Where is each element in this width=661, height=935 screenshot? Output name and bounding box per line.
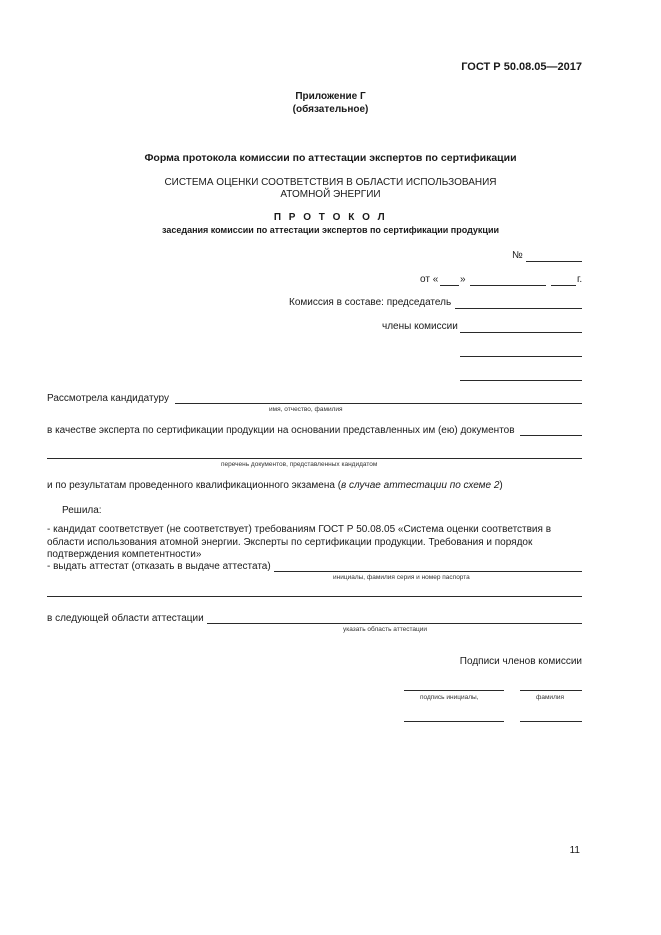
decided-label: Решила: [62, 505, 102, 516]
exam-text: и по результатам проведенного квалификационного экзамена (в случае аттестации по схеме 2) [47, 480, 503, 491]
signature-field-2[interactable] [404, 721, 504, 722]
page-number: 11 [569, 845, 580, 856]
area-field[interactable] [207, 623, 582, 624]
issue-field[interactable] [274, 571, 582, 572]
candidate-label: Рассмотрела кандидатуру [47, 393, 169, 404]
member-field-1[interactable] [460, 332, 582, 333]
exam-italic: в случае аттестации по схеме 2 [341, 480, 500, 491]
surname-field-2[interactable] [520, 721, 582, 722]
form-title: Форма протокола комиссии по аттестации экспертов по сертификации [144, 152, 517, 164]
date-day-field[interactable] [440, 285, 459, 286]
annex-title: Приложение Г [295, 91, 366, 102]
issue-caption: инициалы, фамилия серия и номер паспорта [333, 574, 470, 581]
protocol-subtitle: заседания комиссии по аттестации экспертов по сертификации продукции [161, 225, 500, 235]
documents-caption: перечень документов, представленных кандидатом [221, 461, 378, 468]
basis-field[interactable] [520, 435, 582, 436]
commission-label: Комиссия в составе: председатель [289, 297, 452, 308]
date-year-suffix: г. [577, 274, 583, 285]
number-field[interactable] [526, 261, 582, 262]
sign-caption-right: фамилия [536, 694, 565, 701]
issue-field-2[interactable] [47, 596, 582, 597]
candidate-caption: имя, отчество, фамилия [269, 406, 343, 413]
members-label: члены комиссии [382, 321, 458, 332]
signatures-label: Подписи членов комиссии [459, 656, 582, 667]
system-line-2: АТОМНОЙ ЭНЕРГИИ [280, 189, 381, 200]
decision-text: - кандидат соответствует (не соответствует) требованиям ГОСТ Р 50.08.05 «Система оценки соответствия в области использования атомной энергии. Эксперты по сертификации продукции. Требования и порядок подтверждения компетентности» [47, 524, 552, 560]
signature-field-1[interactable] [404, 690, 504, 691]
basis-label: в качестве эксперта по сертификации продукции на основании представленных им (ею) документов [47, 425, 515, 436]
annex-status: (обязательное) [292, 104, 369, 115]
date-month-field[interactable] [470, 285, 546, 286]
documents-field[interactable] [47, 458, 582, 459]
standard-code: ГОСТ Р 50.08.05—2017 [461, 61, 582, 73]
number-label: № [512, 250, 523, 261]
system-line-1: СИСТЕМА ОЦЕНКИ СООТВЕТСТВИЯ В ОБЛАСТИ ИСПОЛЬЗОВАНИЯ [164, 177, 497, 188]
candidate-field[interactable] [175, 403, 582, 404]
protocol-title: П Р О Т О К О Л [273, 212, 388, 223]
area-label: в следующей области аттестации [47, 613, 204, 624]
issue-label: - выдать аттестат (отказать в выдаче аттестата) [47, 561, 271, 572]
sign-caption-left: подпись инициалы, [420, 694, 479, 701]
date-from-label: от « [420, 274, 439, 285]
chairman-field[interactable] [455, 308, 582, 309]
member-field-2[interactable] [460, 356, 582, 357]
surname-field-1[interactable] [520, 690, 582, 691]
member-field-3[interactable] [460, 380, 582, 381]
area-caption: указать область аттестации [343, 626, 427, 633]
date-year-field[interactable] [551, 285, 576, 286]
date-quote-close: » [460, 274, 466, 285]
